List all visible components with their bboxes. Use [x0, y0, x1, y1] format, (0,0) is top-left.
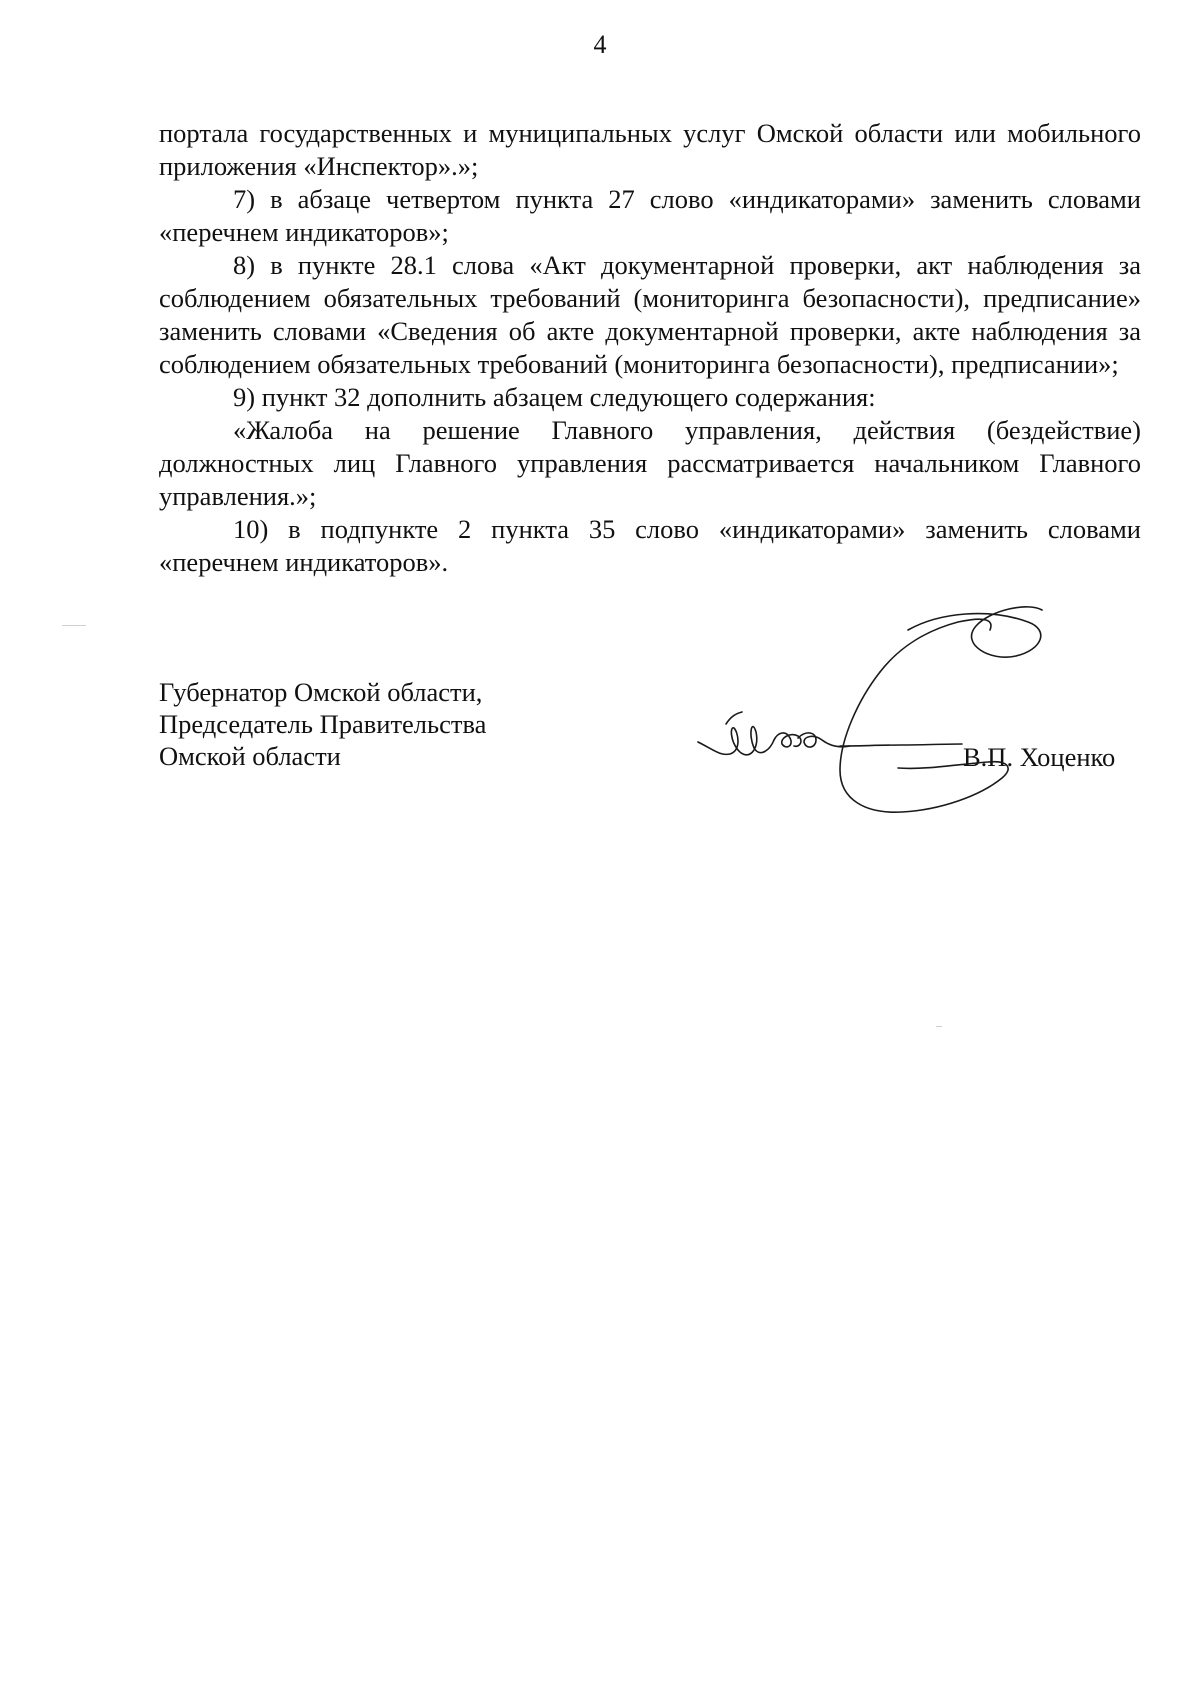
signatory-title-line: Губернатор Омской области,	[159, 677, 483, 707]
signatory-title-line: Председатель Правительства	[159, 709, 487, 739]
paragraph-continuation: портала государственных и муниципальных услуг Омской области или мобильного приложения «Инспектор».»;	[159, 118, 1141, 181]
scan-artifact	[936, 1026, 942, 1027]
signatory-title	[159, 676, 486, 772]
signatory-name: В.П. Хоценко	[963, 742, 1116, 772]
paragraph-item-9: 9) пункт 32 дополнить абзацем следующего содержания:	[233, 382, 876, 412]
paragraph-item-10: 10) в подпункте 2 пункта 35 слово «индикаторами» заменить словами «перечнем индикаторов».	[159, 514, 1141, 577]
paragraph-quoted-addition: «Жалоба на решение Главного управления, действия (бездействие) должностных лиц Главного управления рассматривается начальником Главного управления.»;	[159, 415, 1141, 511]
page-number: 4	[593, 30, 607, 59]
signatory-title-line: Омской области	[159, 741, 341, 771]
paragraph-item-7: 7) в абзаце четвертом пункта 27 слово «индикаторами» заменить словами «перечнем индикаторов»;	[159, 184, 1141, 247]
handwritten-signature	[690, 600, 1110, 840]
scan-artifact	[62, 625, 86, 626]
document-body	[159, 117, 1141, 579]
paragraph-item-8: 8) в пункте 28.1 слова «Акт документарной проверки, акт наблюдения за соблюдением обязательных требований (мониторинга безопасности), предписание» заменить словами «Сведения об акте документарной проверки, акте наблюдения за соблюдением обязательных требований (мониторинга безопасности), предписании»;	[159, 250, 1141, 379]
